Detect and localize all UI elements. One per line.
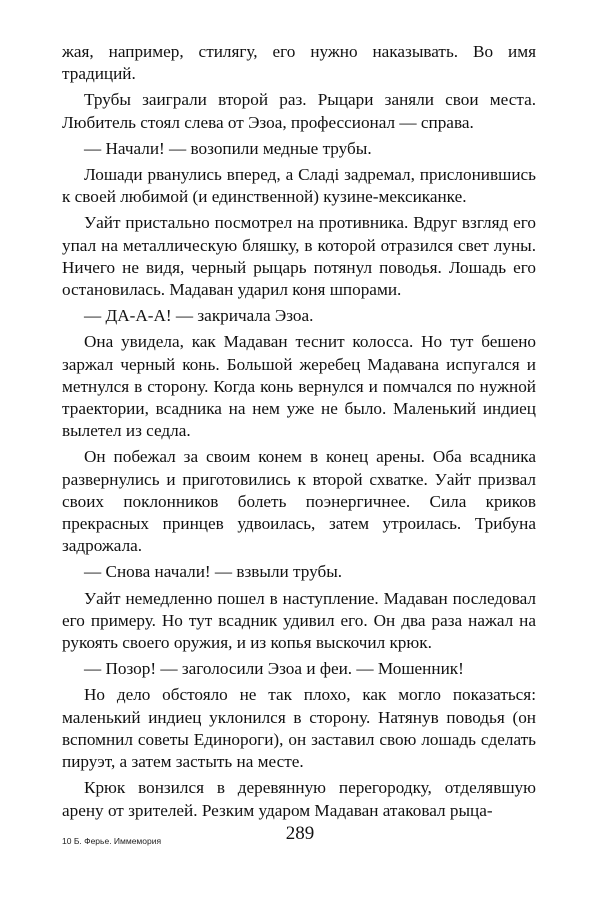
paragraph-dialogue: — ДА-А-А! — закричала Эзоа. — [84, 306, 314, 326]
paragraph: Он побежал за своим конем в конец арены. Оба всадника развернулись и приготовились к второй схватке. Уайт призвал своих поклонников болеть поэнергичнее. Сила криков прекрасных принцев удвоилась, затем утроилась. Трибуна задрожала. — [62, 447, 536, 556]
paragraph: Уайт пристально посмотрел на противника. Вдруг взгляд его упал на металлическую бляшку, в которой отразился свет луны. Ничего не видя, черный рыцарь потянул поводья. Лошадь его остановилась. Мадаван ударил коня шпорами. — [62, 213, 536, 300]
page-number: 289 — [285, 823, 315, 844]
paragraph: Лошади рванулись вперед, а Сладі задремал, прислонившись к своей любимой (и единственной) кузине-мексиканке. — [62, 165, 536, 207]
paragraph: Крюк вонзился в деревянную перегородку, отделявшую арену от зрителей. Резким ударом Мадаван атаковал рыца- — [62, 778, 536, 820]
paragraph: Трубы заиграли второй раз. Рыцари заняли свои места. Любитель стоял слева от Эзоа, профессионал — справа. — [62, 90, 536, 132]
body-text — [62, 41, 536, 826]
paragraph: Она увидела, как Мадаван теснит колосса. Но тут бешено заржал черный конь. Большой жеребец Мадавана испугался и метнулся в сторону. Когда конь вернулся и помчался по нужной траектории, всадника на нем уже не было. Маленький индиец вылетел из седла. — [62, 332, 536, 441]
paragraph-dialogue: — Начали! — возопили медные трубы. — [84, 138, 372, 158]
printer-signature: 10 Б. Ферье. Иммемория — [62, 836, 162, 846]
paragraph: Уайт немедленно пошел в наступление. Мадаван последовал его примеру. Но тут всадник удивил его. Он два раза нажал на рукоять своего оружия, и из копья выскочил крюк. — [62, 588, 536, 653]
paragraph-dialogue: — Позор! — заголосили Эзоа и феи. — Мошенник! — [84, 659, 464, 679]
paragraph-dialogue: — Снова начали! — взвыли трубы. — [84, 562, 343, 582]
paragraph: Но дело обстояло не так плохо, как могло показаться: маленький индиец уклонился в сторону. Натянув поводья (он вспомнил советы Единороги), он заставил свою лошадь сделать пируэт, а затем застыть на месте. — [62, 685, 536, 772]
paragraph-continued: жая, например, стилягу, его нужно наказывать. Во имя традиций. — [62, 42, 536, 84]
